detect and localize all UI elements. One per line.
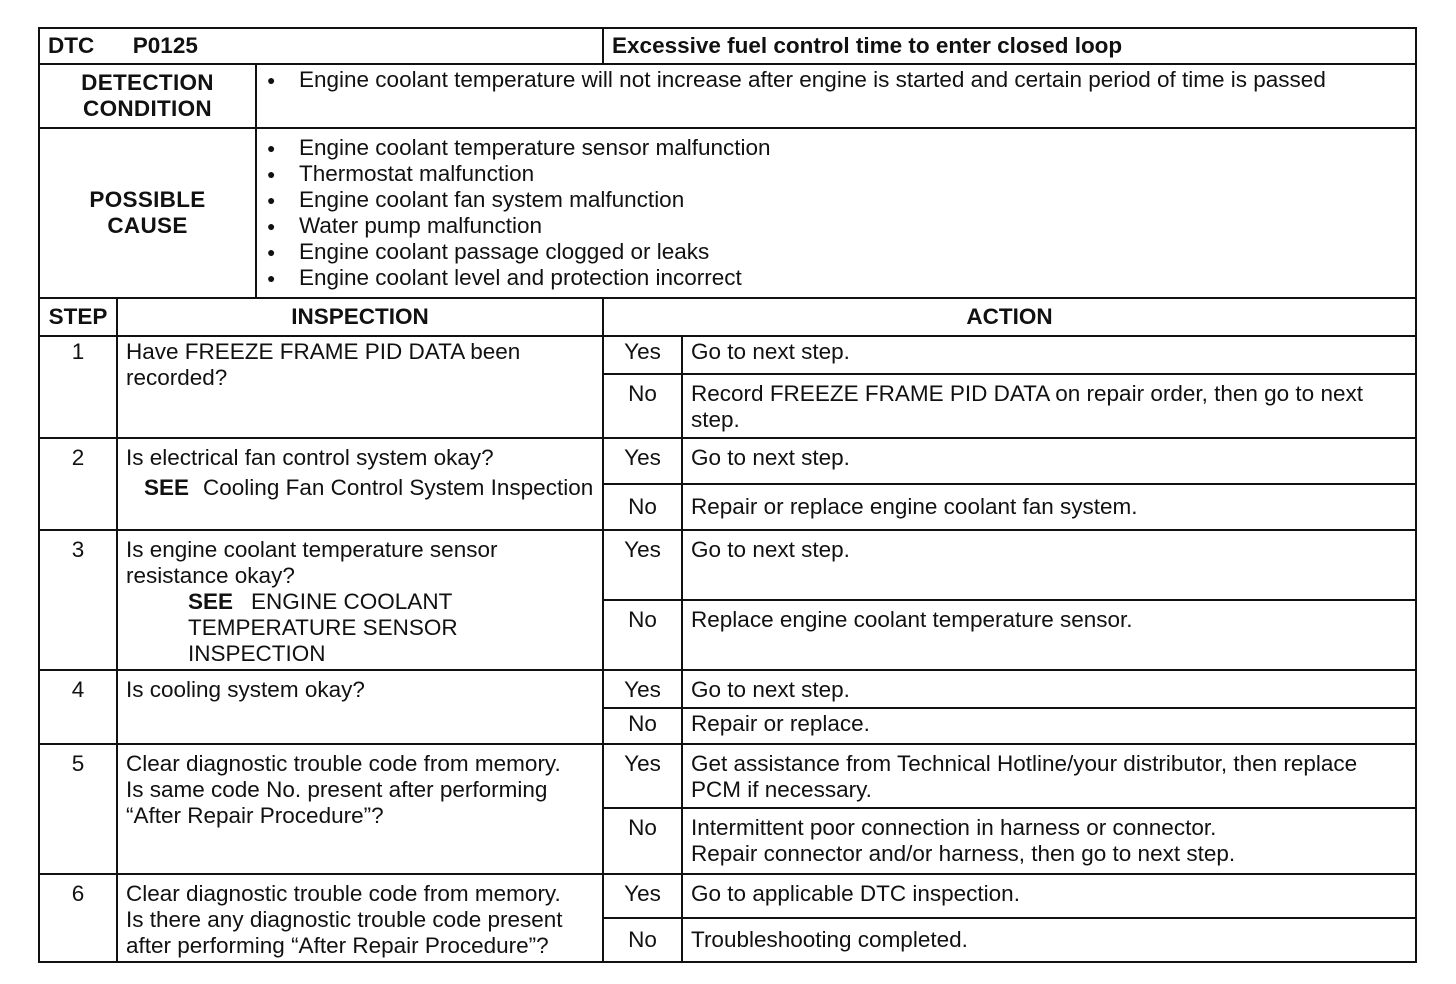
column-header-row <box>39 298 1416 336</box>
see-text: Cooling Fan Control System Inspection <box>203 475 594 500</box>
inspection-text-2: Is same code No. present after performing “After Repair Procedure”? <box>126 777 548 828</box>
dtc-code: P0125 <box>132 33 198 58</box>
yes-label: Yes <box>603 530 682 600</box>
step-inspection <box>117 336 603 438</box>
yes-action: Go to next step. <box>682 336 1416 374</box>
no-label: No <box>603 708 682 744</box>
no-action: Troubleshooting completed. <box>682 918 1416 962</box>
column-step: STEP <box>39 298 117 336</box>
possible-cause-row <box>39 128 1416 298</box>
dtc-table <box>38 27 1417 963</box>
step-number: 6 <box>39 874 117 962</box>
no-action-line1: Intermittent poor connection in harness or connector. <box>691 815 1217 840</box>
dtc-code-cell <box>39 28 603 64</box>
inspection-text: Clear diagnostic trouble code from memory. <box>126 751 561 776</box>
inspection-text: Have FREEZE FRAME PID DATA been recorded? <box>126 339 521 390</box>
detection-label <box>39 64 256 128</box>
see-reference <box>126 475 594 501</box>
yes-label: Yes <box>603 874 682 918</box>
detection-item: ● Engine coolant temperature will not increase after engine is started and certain period of time is passed <box>265 67 1407 93</box>
see-reference <box>126 589 594 615</box>
step-row <box>39 530 1416 600</box>
see-text: ENGINE COOLANT <box>251 589 453 614</box>
cause-item: ● Thermostat malfunction <box>265 161 1407 187</box>
step-inspection <box>117 874 603 962</box>
step-inspection: Is cooling system okay? <box>117 670 603 744</box>
possible-cause-label <box>39 128 256 298</box>
no-action <box>682 808 1416 874</box>
step-row <box>39 744 1416 808</box>
see-label: SEE <box>188 589 234 614</box>
step-row <box>39 874 1416 918</box>
cause-item: ● Engine coolant fan system malfunction <box>265 187 1407 213</box>
detection-conditions <box>256 64 1416 128</box>
step-inspection <box>117 744 603 874</box>
step-number: 4 <box>39 670 117 744</box>
no-action: Record FREEZE FRAME PID DATA on repair order, then go to next step. <box>682 374 1416 438</box>
no-label: No <box>603 374 682 438</box>
step-inspection <box>117 530 603 670</box>
yes-label: Yes <box>603 670 682 708</box>
step-number: 1 <box>39 336 117 438</box>
yes-action: Get assistance from Technical Hotline/your distributor, then replace PCM if necessary. <box>682 744 1416 808</box>
cause-item: ● Water pump malfunction <box>265 213 1407 239</box>
cause-item: ● Engine coolant temperature sensor malfunction <box>265 135 1407 161</box>
cause-item: ● Engine coolant passage clogged or leaks <box>265 239 1407 265</box>
detection-row <box>39 64 1416 128</box>
step-number: 5 <box>39 744 117 874</box>
inspection-text: Is engine coolant temperature sensor resistance okay? <box>126 537 498 588</box>
possible-cause-list <box>256 128 1416 298</box>
no-action-line2: Repair connector and/or harness, then go to next step. <box>691 841 1236 866</box>
yes-label: Yes <box>603 438 682 484</box>
dtc-label: DTC <box>48 33 95 58</box>
no-action: Repair or replace engine coolant fan system. <box>682 484 1416 530</box>
inspection-text-2: Is there any diagnostic trouble code present after performing “After Repair Procedure”? <box>126 907 563 958</box>
no-label: No <box>603 600 682 670</box>
no-label: No <box>603 808 682 874</box>
dtc-title: Excessive fuel control time to enter closed loop <box>603 28 1416 64</box>
no-action: Repair or replace. <box>682 708 1416 744</box>
yes-label: Yes <box>603 336 682 374</box>
no-label: No <box>603 484 682 530</box>
step-row <box>39 336 1416 374</box>
see-label: SEE <box>144 475 190 500</box>
see-text-line2: TEMPERATURE SENSOR INSPECTION <box>188 615 458 666</box>
detection-label-line1: DETECTION <box>81 70 214 95</box>
no-label: No <box>603 918 682 962</box>
detection-label-line2: CONDITION <box>83 96 212 121</box>
inspection-text: Clear diagnostic trouble code from memory. <box>126 881 561 906</box>
dtc-header-row <box>39 28 1416 64</box>
step-row <box>39 438 1416 484</box>
column-action: ACTION <box>603 298 1416 336</box>
dtc-sheet <box>38 27 1415 963</box>
inspection-text: Is electrical fan control system okay? <box>126 445 494 470</box>
yes-label: Yes <box>603 744 682 808</box>
step-inspection <box>117 438 603 530</box>
no-action: Replace engine coolant temperature sensor. <box>682 600 1416 670</box>
yes-action: Go to next step. <box>682 438 1416 484</box>
column-inspection: INSPECTION <box>117 298 603 336</box>
yes-action: Go to next step. <box>682 530 1416 600</box>
step-row <box>39 670 1416 708</box>
yes-action: Go to applicable DTC inspection. <box>682 874 1416 918</box>
possible-cause-label-line2: CAUSE <box>107 213 188 238</box>
possible-cause-label-line1: POSSIBLE <box>89 187 206 212</box>
step-number: 2 <box>39 438 117 530</box>
step-number: 3 <box>39 530 117 670</box>
cause-item: ● Engine coolant level and protection incorrect <box>265 265 1407 291</box>
yes-action: Go to next step. <box>682 670 1416 708</box>
